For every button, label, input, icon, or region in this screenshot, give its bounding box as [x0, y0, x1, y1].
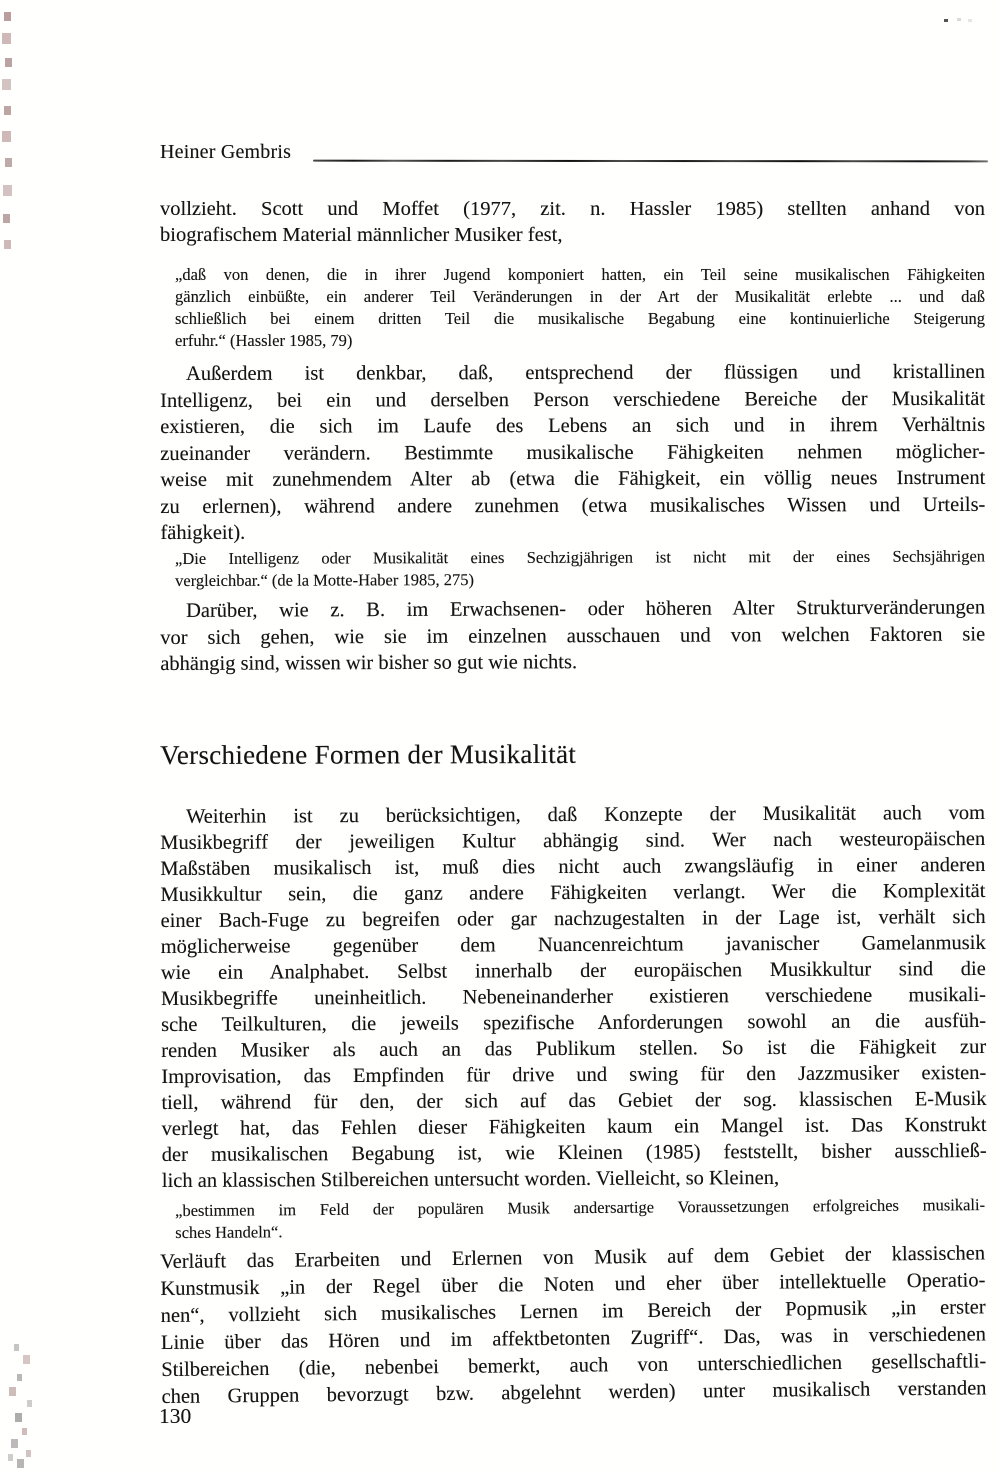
text-line: Außerdem ist denkbar, daß, entsprechend der flüssigen und kristallinen	[186, 360, 986, 385]
text-line: renden Musiker als auch an das Publikum stellen. So ist die Fähigkeit zur	[161, 1035, 987, 1062]
text-line: möglicherweise gegenüber dem Nuancenreichtum javanischer Gamelanmusik	[160, 931, 986, 958]
text-line: Verläuft das Erarbeiten und Erlernen von Musik auf dem Gebiet der klassischen	[160, 1242, 986, 1273]
paragraph-kunstmusik-popmusik	[160, 1240, 987, 1411]
text-line: Maßstäben musikalisch ist, muß dies nicht auch zwangsläufig in einer anderen	[160, 853, 986, 880]
page-number: 130	[159, 1404, 192, 1428]
text-line: Musikbegriff der jeweiligen Kultur abhängig sind. Wer nach westeuropäischen	[160, 827, 986, 854]
text-line: erfuhr.“ (Hassler 1985, 79)	[175, 331, 353, 350]
running-header-rule	[313, 160, 988, 163]
scan-noise-bottom-left	[2, 1336, 7, 1343]
text-line: wie ein Analphabet. Selbst innerhalb der europäischen Musikkultur sind die	[160, 957, 986, 984]
text-line: Intelligenz, bei ein und derselben Person verschiedene Bereiche der Musikalität	[160, 387, 986, 412]
text-line: sches Handeln“.	[175, 1222, 283, 1242]
text-line: zueinander verändern. Bestimmte musikalische Fähigkeiten nehmen möglicher-	[160, 440, 986, 465]
text-line: chen Gruppen bevorzugt bzw. abgelehnt werden) unter musikalisch verstanden	[161, 1377, 987, 1408]
text-line: vor sich gehen, wie sie im einzelnen ausschauen und von welchen Faktoren sie	[160, 622, 986, 649]
text-line: „bestimmen im Feld der populären Musik andersartige Voraussetzungen erfolgreiches musikali-	[175, 1195, 986, 1220]
section-heading: Verschiedene Formen der Musikalität	[160, 738, 577, 770]
text-line: schließlich bei einem dritten Teil die musikalische Begabung eine kontinuierliche Steigerung	[175, 309, 985, 328]
text-line: zu erlernen), während andere zunehmen (etwa musikalisches Wissen und Urteils-	[160, 493, 986, 518]
text-line: Linie über das Hören und im affektbetonten Zugriff“. Das, was in verschiedenen	[160, 1323, 987, 1354]
text-line: abhängig sind, wissen wir bisher so gut wie nichts.	[160, 651, 578, 675]
text-line: Musikbegriffe uneinheitlich. Nebeneinanderher existieren verschiedene musikali-	[160, 983, 986, 1010]
text-line: existieren, die sich im Laufe des Lebens an sich und in ihrem Verhältnis	[160, 413, 986, 438]
text-line: Stilbereichen (die, nebenbei bemerkt, auch von unterschiedlichen gesellschaftli-	[161, 1350, 987, 1381]
blockquote-kleinen	[175, 1194, 985, 1244]
text-line: lich an klassischen Stilbereichen untersucht worden. Vielleicht, so Kleinen,	[161, 1166, 780, 1192]
text-line: fähigkeit).	[160, 521, 246, 544]
text-line: einer Bach-Fuge zu begreifen oder gar nachzugestalten in der Lage ist, verhält sich	[160, 905, 986, 932]
text-line: „Die Intelligenz oder Musikalität eines Sechzigjährigen ist nicht mit der eines Sechsjährigen	[175, 546, 986, 568]
running-header-author: Heiner Gembris	[160, 141, 292, 163]
text-line: verlegt hat, das Fehlen dieser Fähigkeiten kaum ein Mangel ist. Das Konstrukt	[161, 1113, 987, 1140]
paragraph-intelligenz	[160, 359, 985, 547]
paragraph-continuation	[160, 196, 985, 248]
text-line: „daß von denen, die in ihrer Jugend komponiert hatten, ein Teil seine musikalischen Fähigkeiten	[175, 265, 985, 284]
scan-noise-top-right	[944, 19, 948, 22]
text-line: Improvisation, das Empfinden für drive und swing für den Jazzmusiker existen-	[161, 1061, 987, 1088]
text-line: biografischem Material männlicher Musiker fest,	[160, 224, 563, 246]
text-line: gänzlich einbüßte, ein anderer Teil Veränderungen in der Art der Musikalität erlebte ... und daß	[175, 287, 985, 306]
scan-noise-top-left	[0, 0, 7, 9]
text-line: tiell, während für den, der sich auf das Gebiet der sog. klassischen E-Musik	[161, 1087, 987, 1114]
text-line: nen“, vollzieht sich musikalisches Lernen im Bereich der Popmusik „in erster	[160, 1296, 986, 1327]
text-line: vergleichbar.“ (de la Motte-Haber 1985, 275)	[175, 570, 475, 590]
blockquote-hassler	[175, 264, 985, 352]
text-line: Musikkultur sein, die ganz andere Fähigkeiten verlangt. Wer die Komplexität	[160, 879, 986, 906]
paragraph-musikbegriff	[160, 800, 987, 1194]
text-line: Weiterhin ist zu berücksichtigen, daß Konzepte der Musikalität auch vom	[186, 801, 986, 828]
text-line: vollzieht. Scott und Moffet (1977, zit. n. Hassler 1985) stellten anhand von	[160, 198, 985, 220]
text-line: Darüber, wie z. B. im Erwachsenen- oder höheren Alter Strukturveränderungen	[186, 596, 986, 622]
text-line: sche Teilkulturen, die jeweils spezifische Anforderungen sowohl an die ausfüh-	[161, 1009, 987, 1036]
blockquote-motte-haber	[175, 545, 985, 592]
text-line: weise mit zunehmendem Alter ab (etwa die Fähigkeit, ein völlig neues Instrument	[160, 466, 986, 491]
paragraph-strukturveraenderungen	[160, 594, 985, 677]
text-line: Kunstmusik „in der Regel über die Noten und eher über intellektuelle Operatio-	[160, 1269, 986, 1300]
text-line: der musikalischen Begabung ist, wie Kleinen (1985) feststellt, bisher ausschließ-	[161, 1139, 987, 1166]
